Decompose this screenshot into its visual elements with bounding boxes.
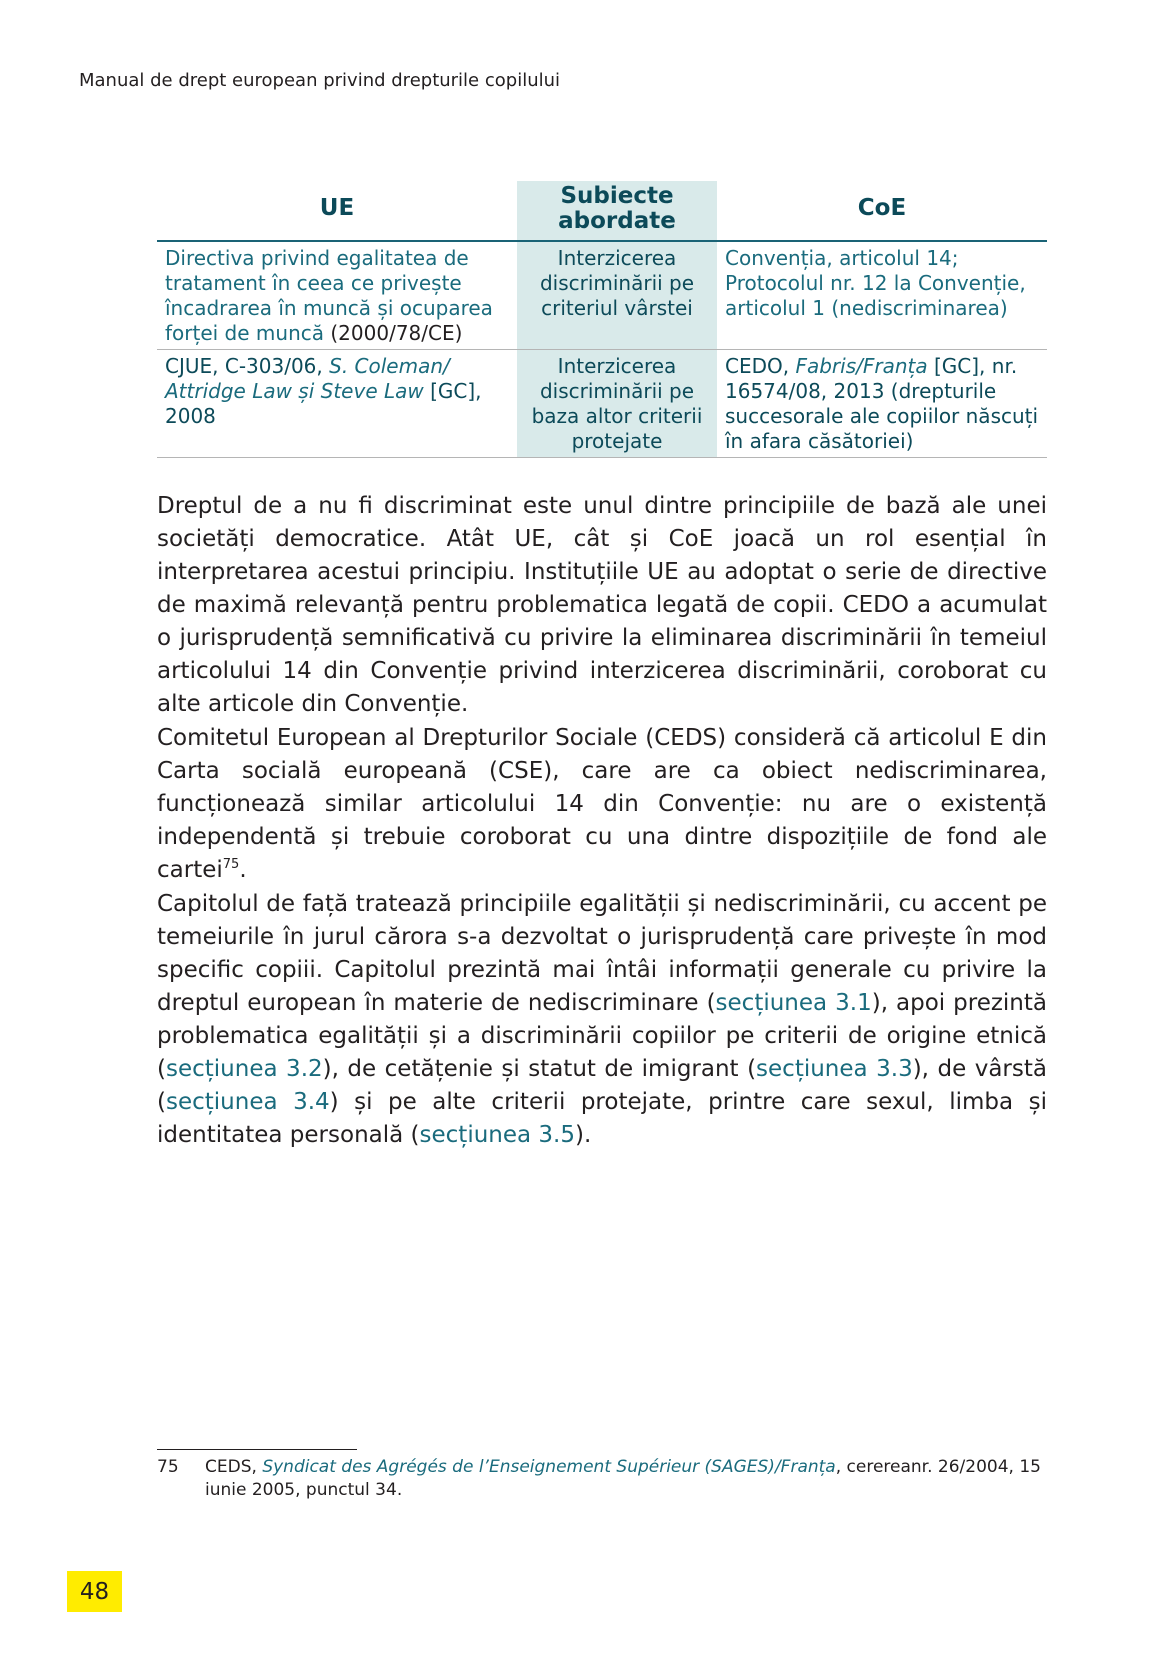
header-eu: UE bbox=[157, 181, 517, 241]
running-header: Manual de drept european privind drepturile copilului bbox=[79, 70, 561, 91]
overview-text: ). bbox=[575, 1122, 592, 1148]
footnote bbox=[157, 1456, 1047, 1502]
footnote-suffix: , cerereanr. 26/2004, 15 iunie 2005, punctul 34. bbox=[205, 1457, 1041, 1500]
overview-text: ), apoi prezintă problematica egalității și a discriminării copiilor pe criterii de origine etnică ( bbox=[157, 990, 1048, 1082]
coe-case-prefix: CEDO, bbox=[725, 354, 796, 378]
section-3-3-link[interactable]: secțiunea 3.3 bbox=[756, 1056, 913, 1082]
table-row bbox=[157, 241, 1047, 350]
topic-cell: Interzicerea discriminării pe criteriul vârstei bbox=[517, 241, 717, 350]
coe-case-link[interactable]: Fabris/Franța bbox=[795, 354, 928, 378]
table-header-row bbox=[157, 181, 1047, 241]
coe-case-suffix: [GC], nr. 16574/08, 2013 (drepturile succesorale ale copiilor născuți în afara căsătoriei) bbox=[725, 354, 1039, 453]
topic-cell: Interzicerea discriminării pe baza altor criterii protejate bbox=[517, 350, 717, 458]
paragraph-chapter-overview bbox=[157, 888, 1047, 1152]
page-number: 48 bbox=[67, 1571, 122, 1612]
eu-cell bbox=[157, 350, 517, 458]
eu-case-prefix: CJUE, C-303/06, bbox=[165, 354, 330, 378]
overview-text: ), de vârstă ( bbox=[157, 1056, 1047, 1115]
coe-convention-link[interactable]: Convenția, articolul 14; Protocolul nr. 12 la Convenție, articolul 1 (nediscriminarea) bbox=[725, 246, 1026, 320]
paragraph-ceds-end: . bbox=[239, 857, 247, 883]
section-3-4-link[interactable]: secțiunea 3.4 bbox=[165, 1089, 330, 1115]
eu-directive-link[interactable]: Directiva privind egalitatea de tratament în ceea ce privește încadrarea în muncă și ocuparea forței de muncă bbox=[165, 246, 493, 345]
footnote-case-link[interactable]: Syndicat des Agrégés de l’Enseignement Supérieur (SAGES)/Franța bbox=[262, 1457, 836, 1477]
section-3-1-link[interactable]: secțiunea 3.1 bbox=[715, 990, 872, 1016]
footnote-number: 75 bbox=[157, 1457, 179, 1477]
eu-cell bbox=[157, 241, 517, 350]
eu-case-link[interactable]: S. Coleman/ Attridge Law și Steve Law bbox=[165, 354, 450, 403]
topics-table bbox=[157, 181, 1047, 458]
footnote-reference[interactable]: 75 bbox=[222, 857, 240, 872]
overview-text: ), de cetățenie și statut de imigrant ( bbox=[322, 1056, 757, 1082]
footnote-prefix: CEDS, bbox=[205, 1457, 263, 1477]
footnote-divider bbox=[157, 1449, 357, 1450]
header-coe: CoE bbox=[717, 181, 1047, 241]
table-row bbox=[157, 350, 1047, 458]
paragraph-ceds-text: Comitetul European al Drepturilor Sociale (CEDS) consideră că articolul E din Carta socială europeană (CSE), care are ca obiect nediscriminarea, funcționează similar articolului 14 din Convenție: nu are o existență independentă și trebuie coroborat cu una dintre dispozițiile de fond ale cartei bbox=[157, 725, 1047, 883]
footnote-text bbox=[205, 1456, 1047, 1502]
eu-case-suffix: [GC], 2008 bbox=[165, 379, 482, 428]
overview-text: ) și pe alte criterii protejate, printre care sexul, limba și identitatea personală ( bbox=[157, 1089, 1047, 1148]
header-topics: Subiecte abordate bbox=[517, 181, 717, 241]
section-3-2-link[interactable]: secțiunea 3.2 bbox=[165, 1056, 323, 1082]
paragraph-intro: Dreptul de a nu fi discriminat este unul dintre principiile de bază ale unei societăți democratice. Atât UE, cât și CoE joacă un rol esențial în interpretarea acestui principiu. Instituțiile UE au adoptat o serie de directive de maximă relevanță pentru problematica legată de copii. CEDO a acumulat o jurisprudență semnificativă cu privire la eliminarea discriminării în temeiul articolului 14 din Convenție privind interzicerea discriminării, coroborat cu alte articole din Convenție. bbox=[157, 493, 1047, 717]
section-3-5-link[interactable]: secțiunea 3.5 bbox=[419, 1122, 575, 1148]
coe-cell bbox=[717, 350, 1047, 458]
coe-cell bbox=[717, 241, 1047, 350]
eu-directive-ref: (2000/78/CE) bbox=[324, 321, 463, 345]
paragraph-ceds bbox=[157, 722, 1047, 887]
overview-text: Capitolul de față tratează principiile egalității și nediscriminării, cu accent pe temeiurile în jurul cărora s-a dezvoltat o jurisprudență care privește în mod specific copiii. Capitolul prezintă mai întâi informații generale cu privire la dreptul european în materie de nediscriminare ( bbox=[157, 891, 1047, 1016]
